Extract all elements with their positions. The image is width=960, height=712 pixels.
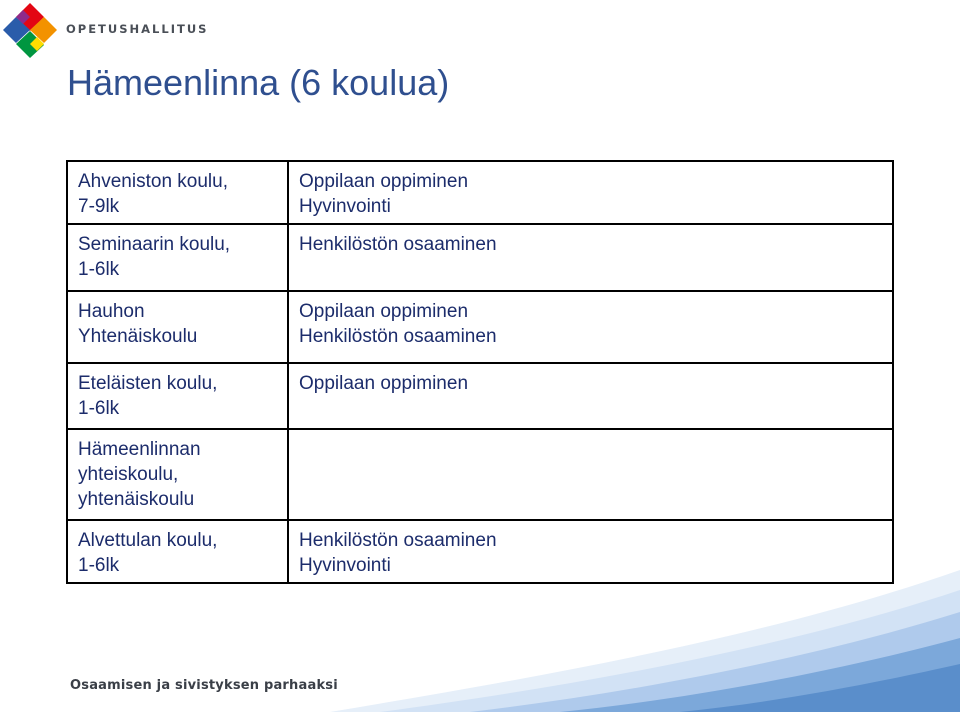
- school-grades: 1-6lk: [78, 398, 120, 419]
- school-name: Seminaarin koulu,: [78, 234, 231, 255]
- table-row: [67, 429, 893, 520]
- focus-item: Oppilaan oppiminen: [299, 171, 469, 192]
- focus-cell: [288, 224, 893, 291]
- school-name: Yhtenäiskoulu: [78, 326, 198, 347]
- school-name: yhtenäiskoulu: [78, 489, 195, 510]
- school-name: Alvettulan koulu,: [78, 530, 218, 551]
- school-grades: 7-9lk: [78, 196, 120, 217]
- focus-cell: [288, 291, 893, 363]
- table-row: [67, 161, 893, 224]
- school-name: Hämeenlinnan: [78, 439, 201, 460]
- focus-item: Henkilöstön osaaminen: [299, 326, 497, 347]
- focus-item: Henkilöstön osaaminen: [299, 234, 497, 255]
- school-name: Ahveniston koulu,: [78, 171, 228, 192]
- school-grades: 1-6lk: [78, 259, 120, 280]
- opetushallitus-logo-icon: [0, 0, 60, 60]
- focus-cell: [288, 363, 893, 429]
- school-name: Hauhon: [78, 301, 145, 322]
- focus-item: Oppilaan oppiminen: [299, 373, 469, 394]
- school-cell: [67, 429, 288, 520]
- school-cell: [67, 363, 288, 429]
- table-row: [67, 363, 893, 429]
- school-name: yhteiskoulu,: [78, 464, 179, 485]
- school-table: [66, 160, 894, 584]
- focus-cell: [288, 161, 893, 224]
- school-grades: 1-6lk: [78, 555, 120, 576]
- school-name: Eteläisten koulu,: [78, 373, 218, 394]
- school-cell: [67, 291, 288, 363]
- school-cell: [67, 224, 288, 291]
- table-row: [67, 291, 893, 363]
- table-row: [67, 224, 893, 291]
- focus-item: Hyvinvointi: [299, 196, 391, 217]
- focus-item: Oppilaan oppiminen: [299, 301, 469, 322]
- school-cell: [67, 161, 288, 224]
- focus-item: Henkilöstön osaaminen: [299, 530, 497, 551]
- brand-name: OPETUSHALLITUS: [66, 22, 209, 36]
- slide-title: Hämeenlinna (6 koulua): [67, 62, 450, 103]
- focus-item: Hyvinvointi: [299, 555, 391, 576]
- slogan: Osaamisen ja sivistyksen parhaaksi: [70, 678, 338, 693]
- focus-cell: [288, 429, 893, 520]
